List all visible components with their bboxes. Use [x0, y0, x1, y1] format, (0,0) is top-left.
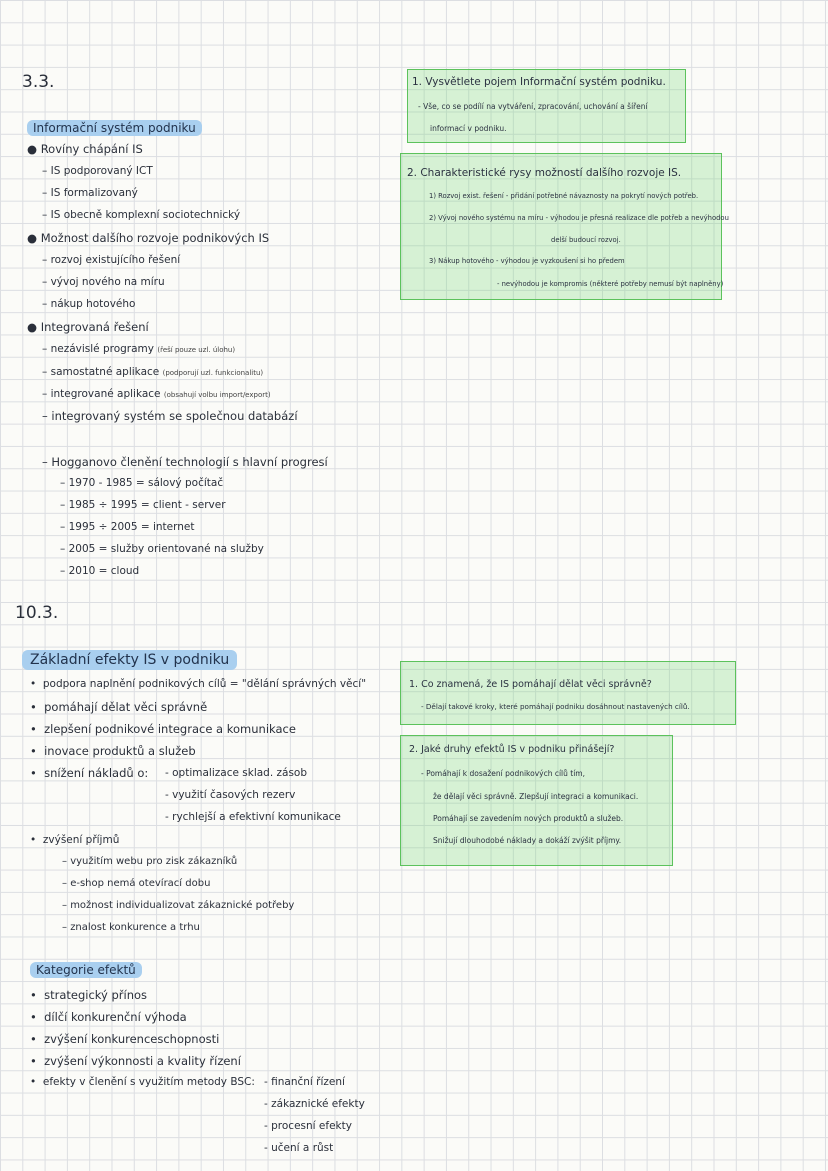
question-text: 1. Co znamená, že IS pomáhají dělat věci správně?: [409, 679, 652, 690]
list-item: - procesní efekty: [264, 1120, 352, 1132]
section-heading-kategorie: Kategorie efektů: [30, 962, 142, 978]
answer-line: Pomáhají se zavedením nových produktů a služeb.: [433, 814, 624, 823]
list-item: – Hogganovo členění technologií s hlavní progresí: [42, 455, 328, 469]
list-item: - využití časových rezerv: [165, 789, 296, 801]
question-box-1: [407, 69, 686, 143]
list-item: • podpora naplnění podnikových cílů = "dělání správných věcí": [30, 678, 367, 690]
list-item: – vývoj nového na míru: [42, 276, 165, 288]
list-item: – 2010 = cloud: [60, 565, 140, 577]
list-item: – 1985 ÷ 1995 = client - server: [60, 499, 226, 511]
list-item: • zvýšení konkurenceschopnosti: [30, 1032, 220, 1046]
section-number-3-3: 3.3.: [22, 72, 55, 92]
list-item: • dílčí konkurenční výhoda: [30, 1010, 187, 1024]
list-item: – samostatné aplikace (podporují uzl. funkcionalitu): [42, 366, 264, 378]
answer-line: delší budoucí rozvoj.: [551, 236, 621, 244]
question-text: 2. Jaké druhy efektů IS v podniku přinášejí?: [409, 744, 615, 755]
question-text: 1. Vysvětlete pojem Informační systém podniku.: [412, 76, 666, 88]
answer-line: 1) Rozvoj exist. řešení - přidání potřebné návaznosty na pokrytí nových potřeb.: [429, 192, 699, 200]
question-box-2: [400, 153, 729, 300]
list-item: • strategický přínos: [30, 988, 148, 1002]
answer-line: 2) Vývoj nového systému na míru - výhodou je přesná realizace dle potřeb a nevýhodou: [429, 214, 729, 222]
list-item: ● Rovíny chápání IS: [27, 142, 143, 156]
section-heading-is: Informační systém podniku: [27, 120, 202, 136]
answer-line: - Vše, co se podílí na vytváření, zpracování, uchování a šíření: [418, 102, 648, 111]
list-item: – nezávislé programy (řeší pouze uzl. úlohu): [42, 343, 236, 355]
list-item: – IS obecně komplexní sociotechnický: [42, 209, 241, 221]
list-item: – nákup hotového: [42, 298, 136, 310]
answer-line: 3) Nákup hotového - výhodou je vyzkoušení si ho předem: [429, 257, 625, 265]
question-box-4: [400, 735, 673, 866]
answer-line: že dělají věci správně. Zlepšují integraci a komunikaci.: [433, 792, 639, 801]
list-item: – 1970 - 1985 = sálový počítač: [60, 477, 224, 489]
list-item: – IS formalizovaný: [42, 187, 138, 199]
list-item: - rychlejší a efektivní komunikace: [165, 811, 341, 823]
list-item: ● Integrovaná řešení: [27, 320, 149, 334]
section-number-10-3: 10.3.: [15, 603, 59, 623]
list-item: - učení a růst: [264, 1142, 334, 1154]
answer-line: - Pomáhají k dosažení podnikových cílů tím,: [421, 769, 585, 778]
list-item: ● Možnost dalšího rozvoje podnikových IS: [27, 231, 270, 245]
list-item: – integrované aplikace (obsahují volbu import/export): [42, 388, 271, 400]
list-item: – e-shop nemá otevírací dobu: [62, 878, 211, 889]
list-item: - optimalizace sklad. zásob: [165, 767, 308, 779]
list-item: – 2005 = služby orientované na služby: [60, 543, 264, 555]
question-text: 2. Charakteristické rysy možností dalšího rozvoje IS.: [407, 167, 682, 179]
answer-line: informací v podniku.: [430, 124, 507, 133]
list-item: • zlepšení podnikové integrace a komunikace: [30, 722, 296, 736]
list-item: – možnost individualizovat zákaznické potřeby: [62, 900, 295, 911]
answer-line: - Dělají takové kroky, které pomáhají podniku dosáhnout nastavených cílů.: [421, 702, 690, 711]
list-item: – 1995 ÷ 2005 = internet: [60, 521, 195, 533]
list-item: • efekty v členění s využitím metody BSC:: [30, 1076, 255, 1088]
list-item: • zvýšení příjmů: [30, 834, 120, 846]
list-item: – rozvoj existujícího řešení: [42, 254, 181, 266]
question-box-3: [400, 661, 736, 725]
list-item: – znalost konkurence a trhu: [62, 922, 200, 933]
answer-line: - nevýhodou je kompromis (některé potřeby nemusí být naplněny): [497, 280, 724, 288]
list-item: • inovace produktů a služeb: [30, 744, 196, 758]
list-item: • snížení nákladů o:: [30, 766, 149, 780]
list-item: • zvýšení výkonnosti a kvality řízení: [30, 1054, 241, 1068]
list-item: - finanční řízení: [264, 1076, 345, 1088]
section-heading-efekty: Základní efekty IS v podniku: [22, 650, 237, 670]
list-item: – využitím webu pro zisk zákazníků: [62, 856, 238, 867]
list-item: • pomáhají dělat věci správně: [30, 700, 208, 714]
list-item: - zákaznické efekty: [264, 1098, 365, 1110]
list-item: – IS podporovaný ICT: [42, 165, 153, 177]
list-item: – integrovaný systém se společnou databází: [42, 409, 298, 423]
answer-line: Snižují dlouhodobé náklady a dokáží zvýšit příjmy.: [433, 836, 622, 845]
